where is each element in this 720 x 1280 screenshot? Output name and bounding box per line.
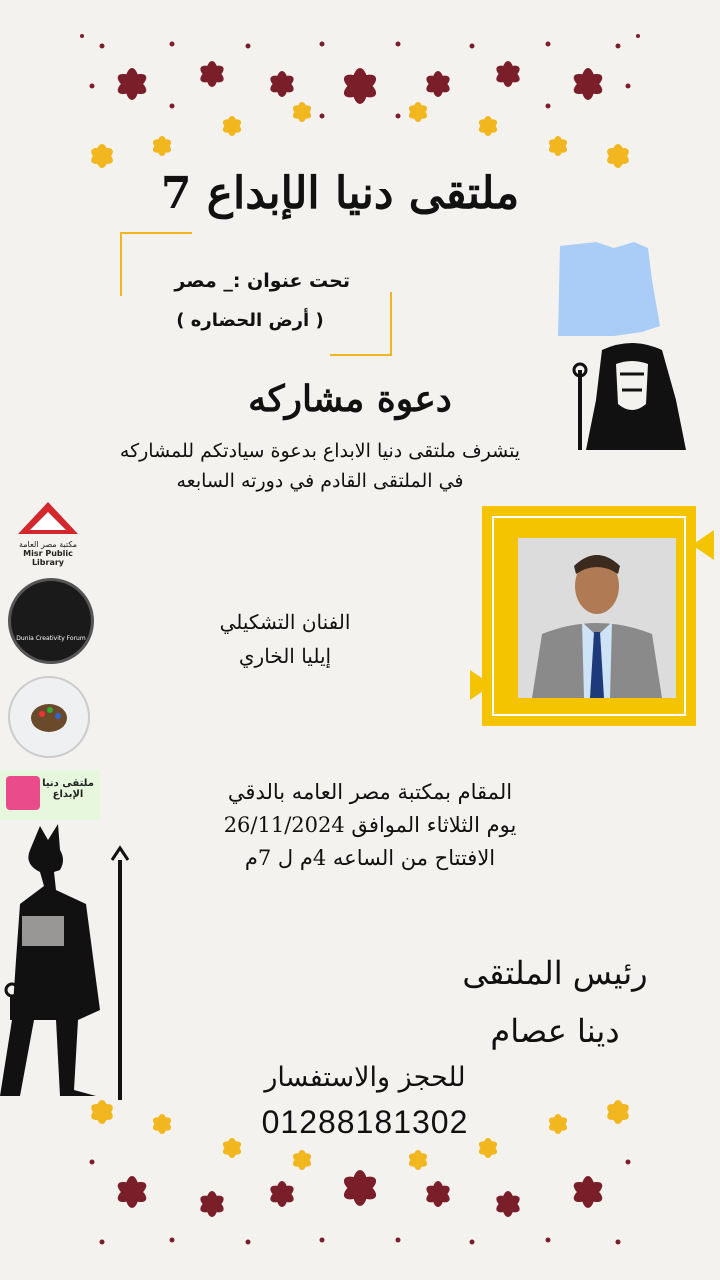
venue-line2: يوم الثلاثاء الموافق 26/11/2024 (223, 813, 517, 837)
artist-photo-frame (482, 506, 696, 726)
artist-title: الفنان التشكيلي (219, 610, 351, 634)
artist-palette-logo (8, 676, 90, 758)
palette-icon (10, 678, 88, 756)
forum-head-block (450, 944, 660, 1060)
forum-small-logo-mark (6, 776, 40, 810)
event-title: ملتقى دنيا الإبداع 7 (160, 168, 520, 219)
anubis-figure-icon (0, 820, 140, 1100)
forum-seal-text: Dunia Creativity Forum (16, 635, 86, 642)
phone-number[interactable]: 01288181302 (261, 1104, 469, 1140)
artist-block (170, 605, 400, 673)
invitation-text-line2: في الملتقى القادم في دورته السابعه (176, 470, 464, 492)
pharaoh-bust-icon (572, 340, 692, 456)
booking-label: للحجز والاستفسار (264, 1062, 466, 1093)
library-logo (8, 500, 88, 567)
library-logo-name-en: Misr Public Library (23, 549, 73, 567)
venue-block (170, 776, 570, 875)
triangle-accent-right (692, 530, 714, 560)
invitation-text-line1: يتشرف ملتقى دنيا الابداع بدعوة سيادتكم للمشاركه (119, 440, 521, 462)
triangle-accent-left (470, 670, 492, 700)
library-logo-icon (8, 500, 88, 536)
forum-seal-logo (8, 578, 94, 664)
forum-head-name: دينا عصام (490, 1012, 620, 1050)
subtitle-line1: تحت عنوان :_ مصر (174, 270, 350, 292)
venue-line3: الافتتاح من الساعه 4م ل 7م (244, 846, 496, 870)
venue-line1: المقام بمكتبة مصر العامه بالدقي (227, 780, 513, 804)
egypt-map-icon (556, 236, 662, 342)
artist-photo (518, 538, 676, 698)
invitation-heading: دعوة مشاركه (248, 378, 452, 420)
forum-small-logo-text: ملتقى دنيا الإبداع (42, 778, 94, 800)
library-logo-name-ar: مكتبة مصر العامة (18, 540, 78, 549)
bottom-floral-border (72, 1092, 648, 1254)
forum-head-title: رئيس الملتقى (462, 954, 648, 992)
subtitle-line2: ( أرض الحضاره ) (176, 310, 324, 331)
artist-name: إيليا الخاري (238, 644, 332, 668)
top-floral-border (72, 26, 648, 186)
forum-small-logo (0, 770, 100, 820)
portrait-icon (518, 538, 676, 698)
